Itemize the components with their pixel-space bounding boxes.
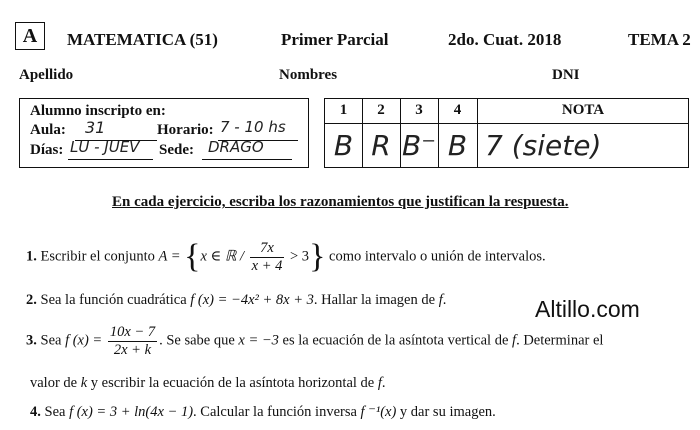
grade-header-nota: NOTA [561,102,605,118]
exercise-3-fraction [108,324,157,358]
subject-title: MATEMATICA (51) [67,30,218,49]
grade-value-nota: 7 (siete) [485,129,602,162]
exercise-1-fraction-denominator: x + 4 [251,257,283,274]
horario-value: 7 - 10 hs [220,118,286,136]
exercise-3-fx: f (x) = [65,332,103,349]
grade-value-3: B⁻ [402,129,436,162]
exercise-3-text: Sea [40,332,62,349]
tema-label: TEMA 2 [628,30,691,49]
sede-value: DRAGO [208,138,264,156]
exercise-3-asymptote: x = −3 [238,332,279,349]
tema-letter-box: A [15,22,45,50]
exercise-1-post: como intervalo o unión de intervalos. [329,248,546,265]
exercise-1-inequality: > 3 [290,248,310,265]
exercise-1-set-condition: x ∈ ℝ / [200,248,245,265]
dias-label: Días: [30,142,64,158]
exercise-3-k: k [80,375,88,391]
exercise-3-fraction-denominator: 2x + k [113,341,152,358]
exercise-3-line2-f: f [377,375,382,391]
aula-label: Aula: [30,122,66,138]
grade-header-3: 3 [415,102,423,118]
grade-header-1: 1 [339,102,348,118]
exercise-4-post: y dar su imagen. [399,404,496,420]
grades-table [324,98,689,168]
exercise-3-fraction-numerator: 10x − 7 [109,324,156,340]
exercise-3-line-2 [30,375,386,392]
grade-header-2: 2 [377,102,385,118]
exercise-1-fraction-numerator: 7x [250,240,285,258]
sede-label: Sede: [159,142,194,158]
nombres-label: Nombres [279,67,338,83]
exercise-4-number: 4. [30,404,41,420]
grade-value-2: R [371,129,391,162]
exercise-2-post: . Hallar la imagen de [313,292,436,308]
exercise-3-end: . Determinar el [516,332,604,349]
student-info-box [19,98,309,168]
grade-header-divider [325,123,688,124]
exercise-1-set-lhs: A = [158,248,181,265]
exercise-1-number: 1. [26,248,37,265]
exam-title: Primer Parcial [281,30,389,49]
exercise-2-text: Sea la función cuadrática [40,292,187,308]
exercise-4-mid: . Calcular la función inversa [193,404,357,420]
exercise-3-line2-mid: y escribir la ecuación de la asíntota horizontal de [90,375,375,391]
dni-label: DNI [552,67,580,83]
exercise-4-text: Sea [44,404,66,420]
instruction-text: En cada ejercicio, escriba los razonamientos que justifican la respuesta. [112,194,569,210]
exercise-4 [30,404,496,421]
exercise-2 [26,292,446,309]
exercise-3-f: f [512,332,517,349]
dias-value: LU - JUEV [70,138,140,156]
exercise-3-post: es la ecuación de la asíntota vertical de [282,332,509,349]
grade-value-1: B [333,129,354,162]
exercise-2-number: 2. [26,292,37,308]
exercise-2-formula: f (x) = −4x² + 8x + 3 [190,292,314,308]
exercise-3-line2-pre: valor de [30,375,78,391]
exercise-2-f: f [438,292,443,308]
exercise-3-number: 3. [26,332,37,349]
aula-value: 31 [85,118,106,137]
grade-header-4: 4 [453,102,462,118]
term-label: 2do. Cuat. 2018 [448,30,562,49]
exercise-1-fraction [250,240,285,274]
exercise-3 [26,324,603,358]
exercise-3-line2-end: . [381,375,386,391]
exercise-3-mid: . Se sabe que [159,332,235,349]
grade-value-4: B [447,129,468,162]
apellido-label: Apellido [19,67,74,83]
horario-label: Horario: [157,122,214,138]
exercise-4-formula: f (x) = 3 + ln(4x − 1) [69,404,194,420]
watermark-text: Altillo.com [535,296,640,322]
exercise-4-inverse: f ⁻¹(x) [360,404,397,420]
left-brace: { [184,238,201,276]
right-brace: } [309,238,326,276]
exercise-2-end: . [442,292,447,308]
exercise-1 [26,240,546,274]
exercise-1-text: Escribir el conjunto [40,248,155,265]
student-box-title: Alumno inscripto en: [30,103,166,119]
